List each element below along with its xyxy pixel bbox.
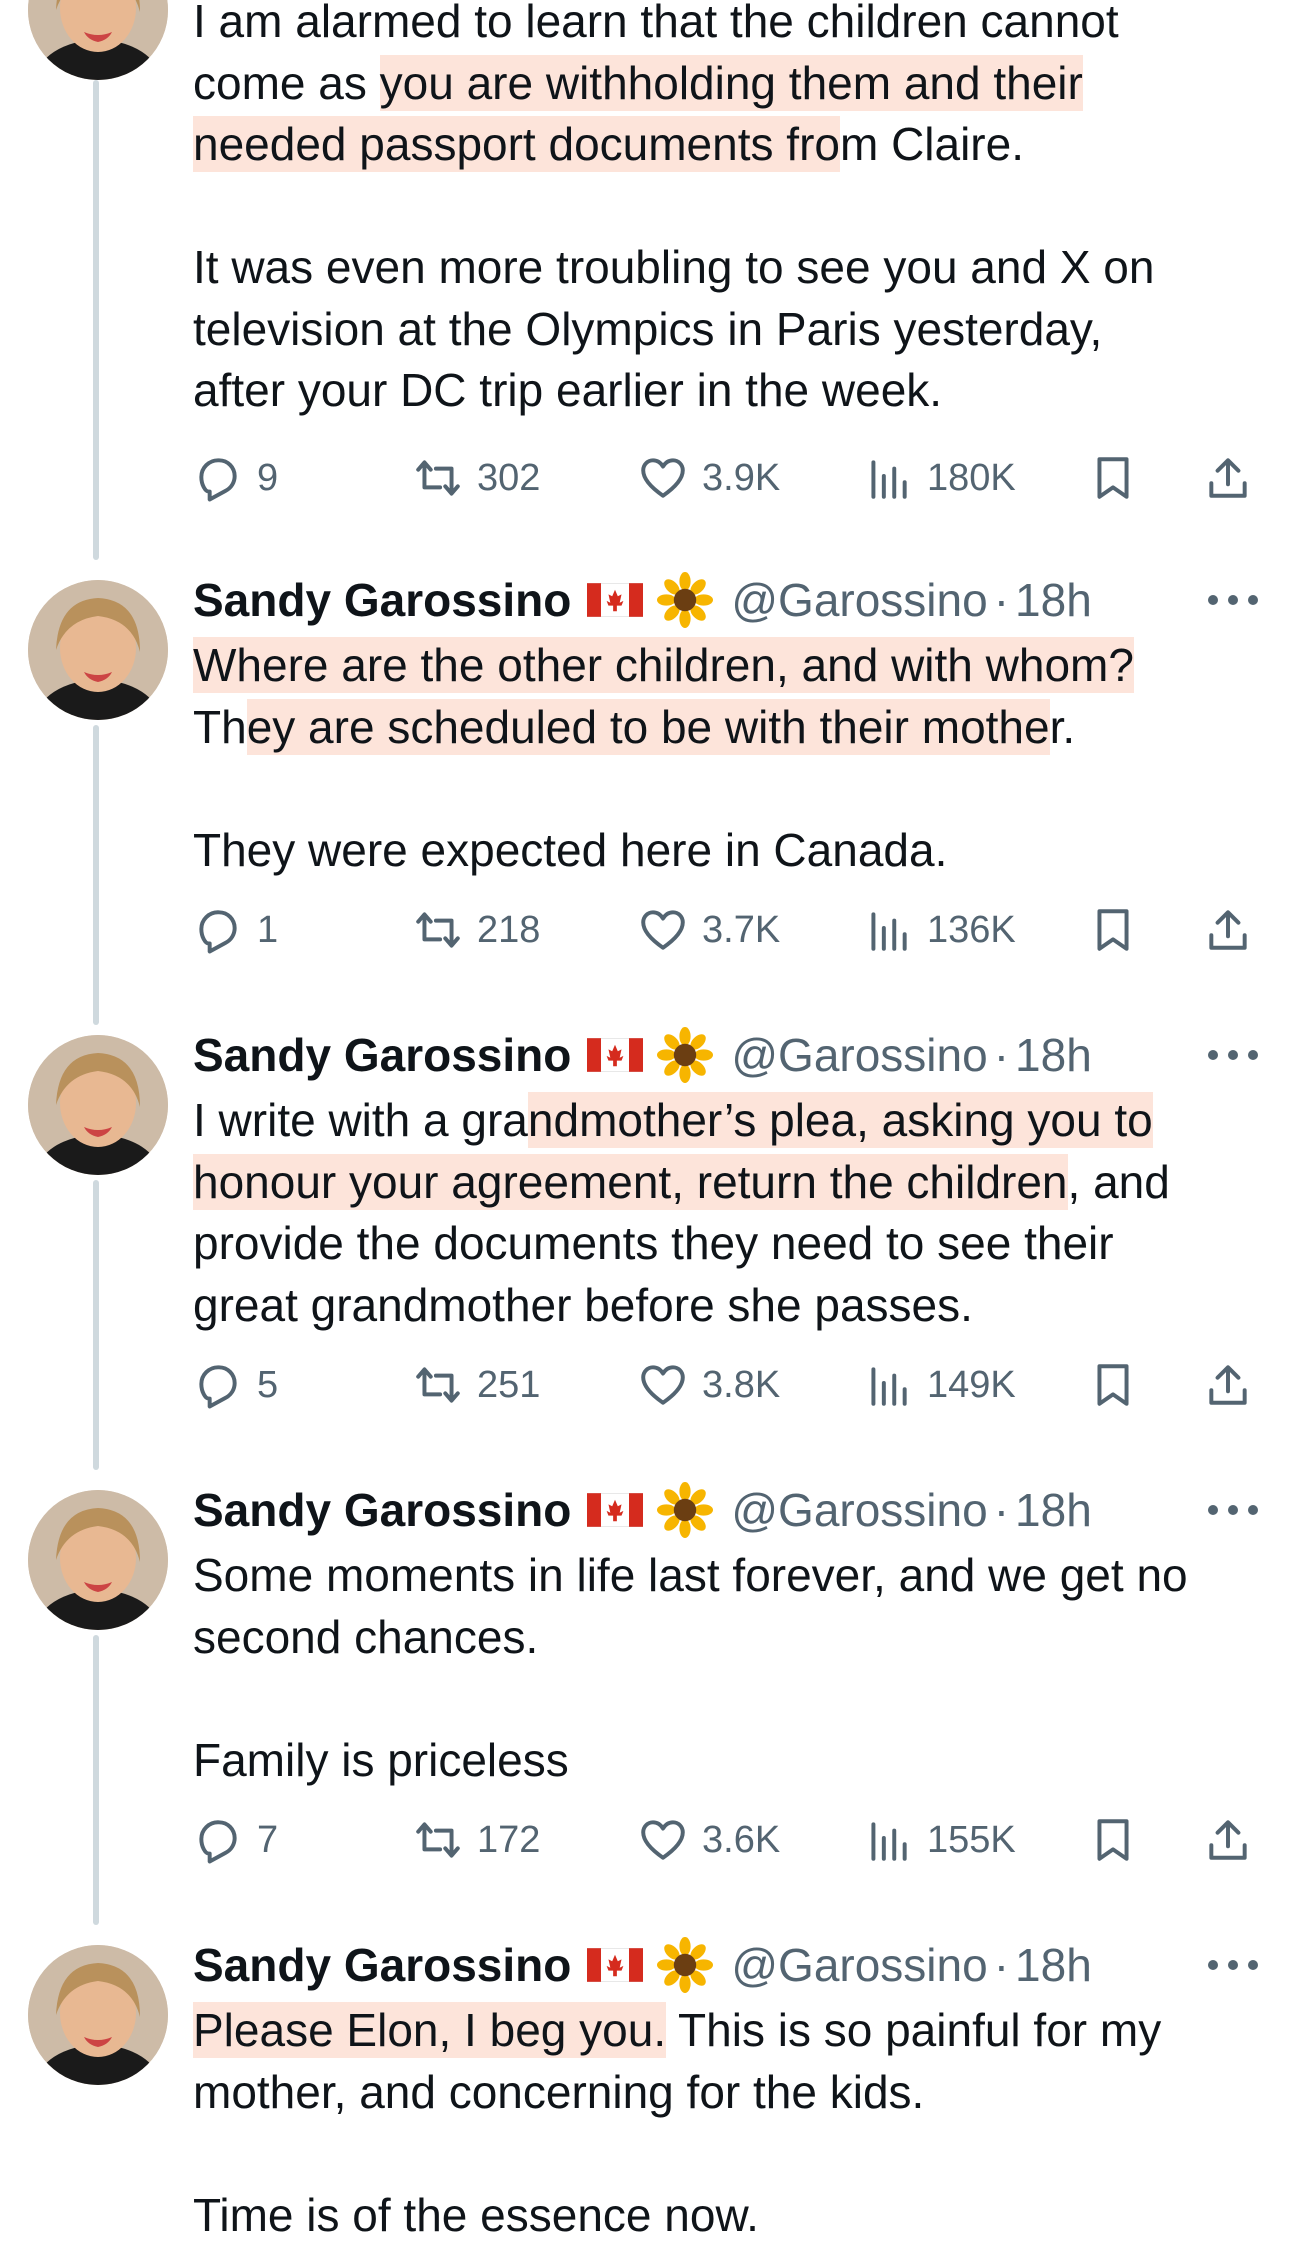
- tweet-text: [193, 635, 1273, 881]
- bookmark-button[interactable]: [1088, 448, 1138, 508]
- views-icon: [863, 453, 913, 503]
- highlighted-text: needed passport documents fro: [193, 118, 840, 170]
- like-button[interactable]: [638, 1355, 780, 1415]
- text-segment: I write with a gra: [193, 1094, 528, 1146]
- highlighted-text: honour your agreement, return the children: [193, 1155, 1068, 1208]
- text-segment: They were expected here in Canada.: [193, 823, 948, 876]
- share-icon: [1203, 453, 1253, 503]
- reply-count: 5: [257, 1363, 279, 1406]
- tweet-header: [193, 570, 1092, 630]
- bookmark-button[interactable]: [1088, 1355, 1138, 1415]
- reply-button[interactable]: [193, 448, 278, 508]
- text-segment: provide the documents they need to see their: [193, 1217, 1114, 1269]
- like-button[interactable]: [638, 1810, 780, 1870]
- more-icon[interactable]: [1208, 1955, 1258, 1975]
- text-segment: second chances.: [193, 1610, 539, 1663]
- share-button[interactable]: [1203, 900, 1253, 960]
- text-segment: This is so painful for my: [666, 2004, 1162, 2056]
- views-button[interactable]: [863, 1810, 1016, 1870]
- separator-dot: ·: [993, 574, 1010, 626]
- tweet-line: [193, 0, 1273, 53]
- retweet-count: 251: [477, 1363, 541, 1406]
- heart-icon: [638, 453, 688, 503]
- highlighted-text: you are withholding them and their: [379, 56, 1083, 109]
- text-segment: , and: [1067, 1155, 1170, 1208]
- thread-line: [93, 80, 99, 560]
- highlighted-text: Please Elon, I beg you.: [193, 2004, 667, 2056]
- reply-count: 9: [257, 456, 279, 499]
- text-segment: It was even more troubling to see you and X on: [193, 241, 1155, 293]
- retweet-icon: [413, 453, 463, 503]
- thread-line: [93, 1635, 99, 1925]
- sunflower-icon: [657, 1027, 713, 1083]
- views-count: 180K: [927, 456, 1016, 499]
- tweet-line: [193, 1275, 1273, 1337]
- tweet-actions: [193, 1810, 1253, 1870]
- tweet-header: [193, 1480, 1092, 1540]
- bookmark-icon: [1088, 905, 1138, 955]
- tweet-text: [193, 2000, 1273, 2246]
- text-segment: r.: [1049, 700, 1076, 753]
- tweet-line: [193, 114, 1273, 176]
- tweet-line: [193, 1090, 1273, 1152]
- more-icon[interactable]: [1208, 1500, 1258, 1520]
- tweet-header: [193, 1025, 1092, 1085]
- views-count: 149K: [927, 1363, 1016, 1406]
- author-name[interactable]: Sandy Garossino: [193, 1484, 572, 1536]
- sunflower-icon: [657, 572, 713, 628]
- text-segment: come as: [193, 56, 380, 109]
- tweet-text: [193, 1545, 1273, 1791]
- author-handle[interactable]: @Garossino: [731, 1484, 988, 1536]
- tweet-actions: [193, 1355, 1253, 1415]
- views-button[interactable]: [863, 448, 1016, 508]
- heart-icon: [638, 1360, 688, 1410]
- reply-icon: [193, 1360, 243, 1410]
- tweet-header: [193, 1935, 1092, 1995]
- reply-button[interactable]: [193, 1810, 278, 1870]
- heart-icon: [638, 1815, 688, 1865]
- sunflower-icon: [657, 1937, 713, 1993]
- reply-icon: [193, 1815, 243, 1865]
- retweet-icon: [413, 1815, 463, 1865]
- bookmark-icon: [1088, 1815, 1138, 1865]
- author-name[interactable]: Sandy Garossino: [193, 1029, 572, 1081]
- views-count: 136K: [927, 908, 1016, 951]
- like-button[interactable]: [638, 900, 780, 960]
- highlighted-text: ndmother’s plea, asking you to: [527, 1094, 1153, 1146]
- share-icon: [1203, 1360, 1253, 1410]
- share-icon: [1203, 1815, 1253, 1865]
- views-button[interactable]: [863, 1355, 1016, 1415]
- tweet-actions: [193, 900, 1253, 960]
- tweet-line: [193, 1545, 1273, 1607]
- tweet-line: [193, 53, 1273, 115]
- reply-icon: [193, 905, 243, 955]
- heart-icon: [638, 905, 688, 955]
- highlighted-text: ey are scheduled to be with their mothe: [246, 700, 1050, 753]
- canada-flag-icon: [587, 1493, 643, 1527]
- retweet-button[interactable]: [413, 1355, 540, 1415]
- retweet-count: 302: [477, 456, 541, 499]
- reply-icon: [193, 453, 243, 503]
- author-name[interactable]: Sandy Garossino: [193, 574, 572, 626]
- views-icon: [863, 1815, 913, 1865]
- like-count: 3.7K: [702, 908, 781, 951]
- tweet-line: [193, 360, 1273, 422]
- more-icon[interactable]: [1208, 1045, 1258, 1065]
- text-segment: television at the Olympics in Paris yesterday,: [193, 302, 1103, 355]
- timestamp[interactable]: 18h: [1015, 1484, 1092, 1536]
- separator-dot: ·: [993, 1029, 1010, 1081]
- avatar[interactable]: [28, 1035, 168, 1175]
- separator-dot: ·: [993, 1939, 1010, 1991]
- tweet-line: [193, 1152, 1273, 1214]
- author-name[interactable]: Sandy Garossino: [193, 1939, 572, 1991]
- retweet-icon: [413, 1360, 463, 1410]
- retweet-button[interactable]: [413, 1810, 540, 1870]
- text-segment: mother, and concerning for the kids.: [193, 2065, 925, 2118]
- tweet-line: [193, 1730, 1273, 1792]
- views-icon: [863, 905, 913, 955]
- author-handle[interactable]: @Garossino: [731, 1939, 988, 1991]
- reply-button[interactable]: [193, 1355, 278, 1415]
- timestamp[interactable]: 18h: [1015, 1939, 1092, 1991]
- avatar[interactable]: [28, 580, 168, 720]
- tweet-line: [193, 2000, 1273, 2062]
- retweet-button[interactable]: [413, 900, 540, 960]
- bookmark-button[interactable]: [1088, 1810, 1138, 1870]
- text-segment: Some moments in life last forever, and we get no: [193, 1549, 1188, 1601]
- avatar[interactable]: [28, 1490, 168, 1630]
- bookmark-icon: [1088, 453, 1138, 503]
- author-handle[interactable]: @Garossino: [731, 574, 988, 626]
- like-count: 3.6K: [702, 1818, 781, 1861]
- tweet-line: [193, 299, 1273, 361]
- tweet-text: [193, 1090, 1273, 1336]
- avatar[interactable]: [28, 1945, 168, 2085]
- tweet-line: [193, 237, 1273, 299]
- retweet-count: 172: [477, 1818, 541, 1861]
- tweet-line: [193, 820, 1273, 882]
- thread-line: [93, 1180, 99, 1470]
- views-icon: [863, 1360, 913, 1410]
- text-segment: I am alarmed to learn that the children cannot: [193, 0, 1119, 47]
- avatar[interactable]: [28, 0, 168, 80]
- tweet-line: [193, 697, 1273, 759]
- separator-dot: ·: [993, 1484, 1010, 1536]
- reply-count: 7: [257, 1818, 279, 1861]
- bookmark-icon: [1088, 1360, 1138, 1410]
- timestamp[interactable]: 18h: [1015, 1029, 1092, 1081]
- retweet-count: 218: [477, 908, 541, 951]
- text-segment: m Claire.: [839, 118, 1024, 170]
- tweet-line: [193, 1213, 1273, 1275]
- author-handle[interactable]: @Garossino: [731, 1029, 988, 1081]
- retweet-icon: [413, 905, 463, 955]
- text-segment: Family is priceless: [193, 1733, 569, 1786]
- tweet-line: [193, 635, 1273, 697]
- reply-button[interactable]: [193, 900, 278, 960]
- like-count: 3.8K: [702, 1363, 781, 1406]
- reply-count: 1: [257, 908, 279, 951]
- like-count: 3.9K: [702, 456, 781, 499]
- highlighted-text: Where are the other children, and with whom?: [193, 639, 1134, 691]
- sunflower-icon: [657, 1482, 713, 1538]
- text-segment: after your DC trip earlier in the week.: [193, 364, 943, 416]
- canada-flag-icon: [587, 1038, 643, 1072]
- text-segment: Time is of the essence now.: [193, 2188, 759, 2241]
- text-segment: great grandmother before she passes.: [193, 1278, 973, 1331]
- bookmark-button[interactable]: [1088, 900, 1138, 960]
- tweet-line: [193, 2185, 1273, 2247]
- share-button[interactable]: [1203, 448, 1253, 508]
- share-button[interactable]: [1203, 1355, 1253, 1415]
- views-count: 155K: [927, 1818, 1016, 1861]
- share-icon: [1203, 905, 1253, 955]
- retweet-button[interactable]: [413, 448, 540, 508]
- thread-line: [93, 725, 99, 1025]
- views-button[interactable]: [863, 900, 1016, 960]
- timestamp[interactable]: 18h: [1015, 574, 1092, 626]
- share-button[interactable]: [1203, 1810, 1253, 1870]
- canada-flag-icon: [587, 583, 643, 617]
- tweet-line: [193, 1607, 1273, 1669]
- tweet-actions: [193, 448, 1253, 508]
- tweet-line: [193, 2062, 1273, 2124]
- tweet-text: [193, 0, 1273, 422]
- text-segment: Th: [193, 700, 247, 753]
- canada-flag-icon: [587, 1948, 643, 1982]
- more-icon[interactable]: [1208, 590, 1258, 610]
- like-button[interactable]: [638, 448, 780, 508]
